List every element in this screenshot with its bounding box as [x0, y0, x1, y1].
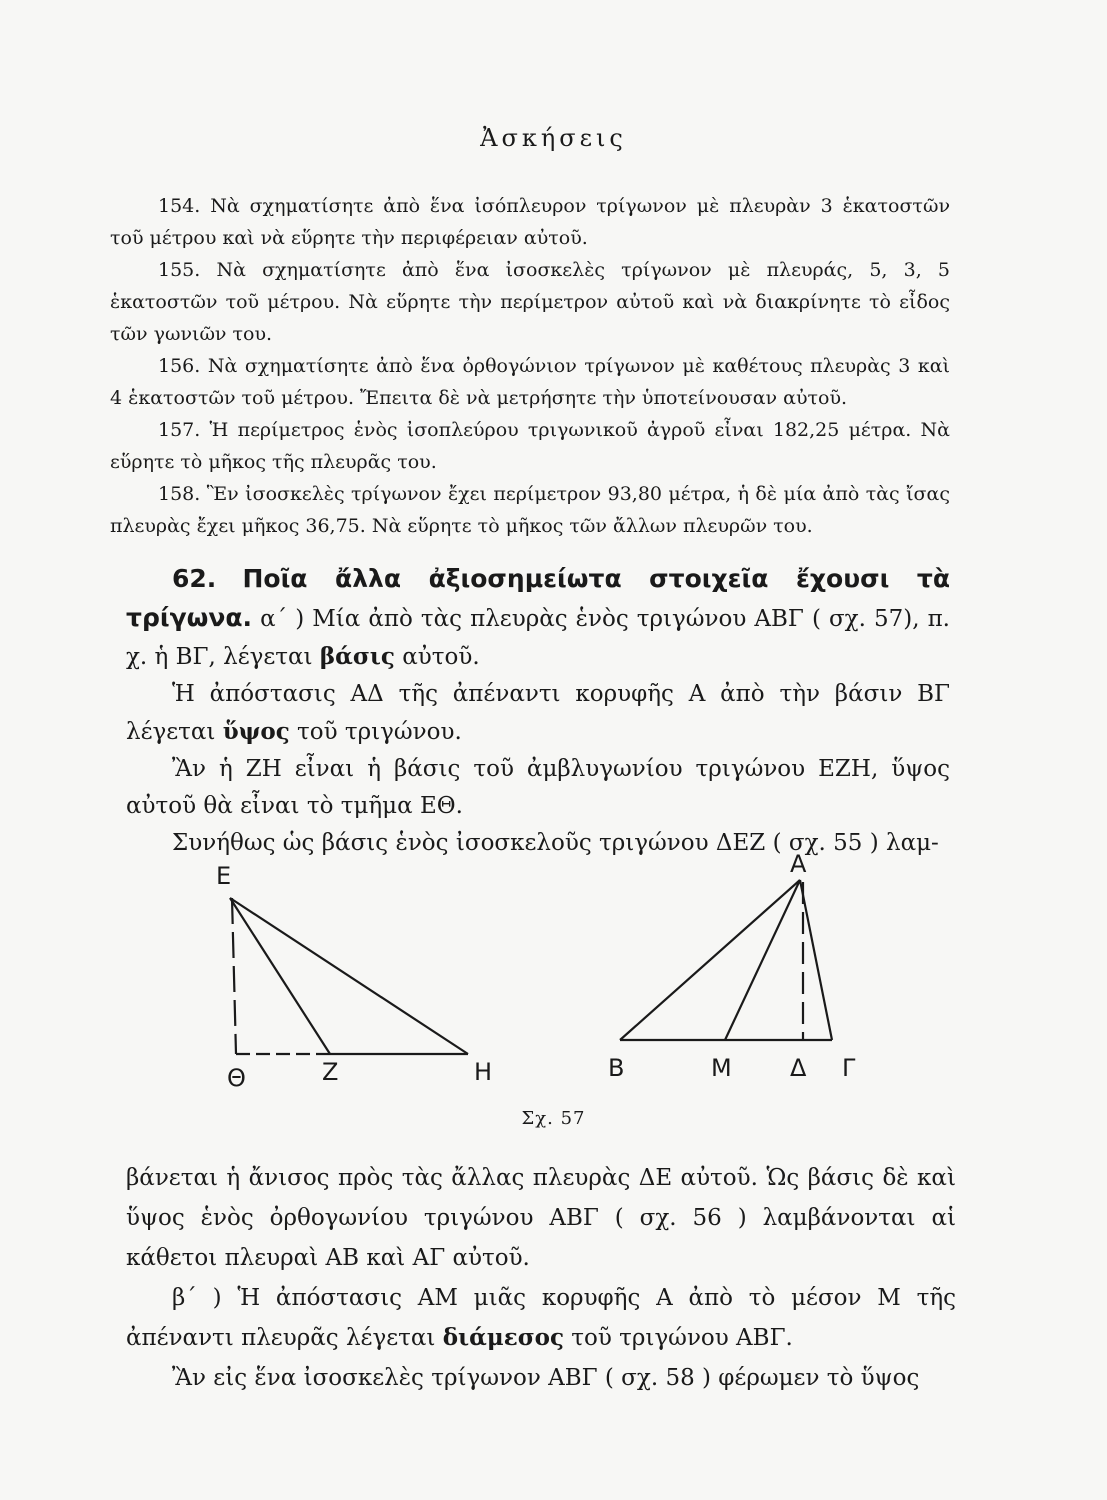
triangle-abg [620, 880, 832, 1040]
section-paragraph: Συνήθως ὡς βάσις ἑνὸς ἰσοσκελοῦς τριγώνου ΔΕΖ ( σχ. 55 ) λαμ- [172, 830, 939, 856]
segment-ag [800, 880, 832, 1040]
section-number: 62. [172, 564, 217, 593]
section-62 [126, 560, 950, 862]
section-text: α΄ ) Μία ἀπὸ τὰς πλευρὰς ἑνὸς τριγώνου ΑΒΓ ( σχ. 57), π. χ. ἡ ΒΓ, λέγεται [126, 606, 950, 670]
term-basis: βάσις [319, 643, 395, 670]
segment-eh [230, 898, 468, 1054]
exercise-list [110, 190, 950, 542]
exercise-item: 154. Νὰ σχηματίσητε ἀπὸ ἕνα ἰσόπλευρον τρίγωνον μὲ πλευρὰν 3 ἑκατοστῶν τοῦ μέτρου καὶ νὰ εὕρητε τὴν περιφέρειαν αὐτοῦ. [110, 195, 950, 249]
exercise-item: 156. Νὰ σχηματίσητε ἀπὸ ἕνα ὀρθογώνιον τρίγωνον μὲ καθέτους πλευρὰς 3 καὶ 4 ἑκατοστῶν τοῦ μέτρου. Ἔπειτα δὲ νὰ μετρήσητε τὴν ὑποτείνουσαν αὐτοῦ. [110, 355, 950, 409]
exercise-item: 157. Ἡ περίμετρος ἑνὸς ἰσοπλεύρου τριγωνικοῦ ἀγροῦ εἶναι 182,25 μέτρα. Νὰ εὕρητε τὸ μῆκος τῆς πλευρᾶς του. [110, 419, 950, 473]
section-title: Ποῖα ἄλλα ἀξιοσημείωτα στοιχεῖα ἔχουσι τὰ τρίγωνα. [126, 564, 951, 632]
section-paragraph: βάνεται ἡ ἄνισος πρὸς τὰς ἄλλας πλευρὰς ΔΕ αὐτοῦ. Ὡς βάσις δὲ καὶ ὕψος ἑνὸς ὀρθογωνίου τριγώνου ΑΒΓ ( σχ. 56 ) λαμβάνονται αἱ κάθετοι πλευραὶ ΑΒ καὶ ΑΓ αὐτοῦ. [126, 1165, 956, 1271]
label-b: B [608, 1054, 625, 1082]
section-text: τοῦ τριγώνου. [289, 719, 462, 745]
label-theta: Θ [227, 1064, 246, 1092]
section-text: β΄ ) Ἡ ἀπόστασις ΑΜ μιᾶς κορυφῆς Α ἀπὸ τὸ μέσον Μ τῆς ἀπέναντι πλευρᾶς λέγεται [126, 1285, 956, 1351]
exercise-item: 155. Νὰ σχηματίσητε ἀπὸ ἕνα ἰσοσκελὲς τρίγωνον μὲ πλευράς, 5, 3, 5 ἑκατοστῶν τοῦ μέτρου. Νὰ εὕρητε τὴν περίμετρον αὐτοῦ καὶ νὰ διακρίνητε τὸ εἶδος τῶν γωνιῶν του. [110, 259, 950, 345]
label-g: Γ [842, 1054, 856, 1082]
label-d: Δ [790, 1054, 807, 1082]
height-e-theta [232, 898, 236, 1054]
section-text: τοῦ τριγώνου ΑΒΓ. [564, 1325, 793, 1351]
section-paragraph [126, 1278, 956, 1358]
figure-caption: Σχ. 57 [521, 1108, 586, 1129]
section-text: Ἡ ἀπόστασις ΑΔ τῆς ἀπέναντι κορυφῆς Α ἀπὸ τὴν βάσιν ΒΓ λέγεται [126, 681, 950, 745]
median-am [725, 880, 800, 1040]
section-paragraph: Ἂν ἡ ΖΗ εἶναι ἡ βάσις τοῦ ἀμβλυγωνίου τριγώνου ΕΖΗ, ὕψος αὐτοῦ θὰ εἶναι τὸ τμῆμα ΕΘ. [126, 756, 950, 819]
triangle-ezh [230, 898, 468, 1054]
section-text: αὐτοῦ. [394, 644, 480, 670]
page-heading: Ἀσκήσεις [480, 124, 627, 152]
segment-ez [230, 898, 330, 1054]
section-paragraph: Ἂν εἰς ἕνα ἰσοσκελὲς τρίγωνον ΑΒΓ ( σχ. 58 ) φέρωμεν τὸ ὕψος [172, 1365, 920, 1391]
continued-text [126, 1158, 956, 1398]
label-h: H [474, 1058, 493, 1086]
label-e: E [216, 862, 232, 890]
exercise-item: 158. Ἓν ἰσοσκελὲς τρίγωνον ἔχει περίμετρον 93,80 μέτρα, ἡ δὲ μία ἀπὸ τὰς ἴσας πλευρὰς ἔχει μῆκος 36,75. Νὰ εὕρητε τὸ μῆκος τῶν ἄλλων πλευρῶν του. [110, 483, 950, 537]
figure-57 [0, 840, 1107, 1140]
section-paragraph [126, 560, 950, 676]
label-m: M [711, 1054, 732, 1082]
label-a: A [790, 850, 807, 878]
term-height: ὕψος [222, 718, 290, 745]
term-median: διάμεσος [442, 1324, 564, 1351]
section-paragraph [126, 676, 950, 751]
segment-ab [620, 880, 800, 1040]
label-z: Z [322, 1058, 339, 1086]
